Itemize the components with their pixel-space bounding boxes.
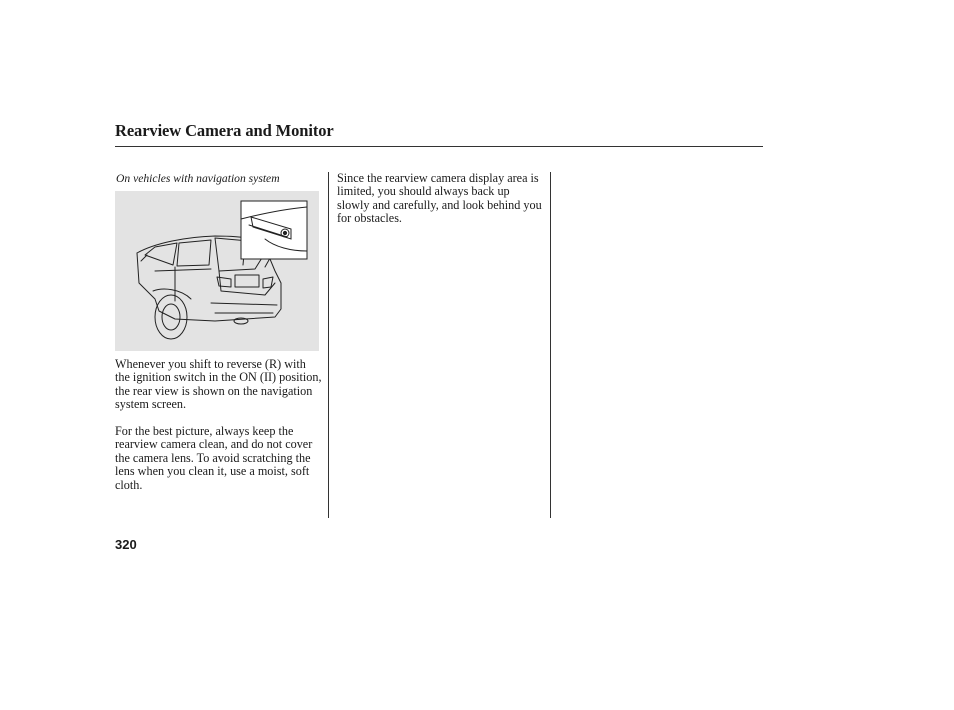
title-rule [115, 146, 763, 147]
paragraph-reverse-view: Whenever you shift to reverse (R) with the ignition switch in the ON (II) position, the rear view is shown on the navigation system screen. [115, 357, 322, 412]
paragraph-camera-care: For the best picture, always keep the rearview camera clean, and do not cover the camera lens. To avoid scratching the lens when you clean it, use a moist, soft cloth. [115, 424, 313, 492]
column-divider-right [550, 172, 551, 518]
figure-caption: On vehicles with navigation system [116, 172, 280, 185]
page-number: 320 [115, 537, 137, 552]
column-divider-left [328, 172, 329, 518]
rearview-camera-illustration [115, 191, 319, 351]
page-title: Rearview Camera and Monitor [115, 121, 334, 140]
paragraph-caution: Since the rearview camera display area is limited, you should always back up slowly and carefully, and look behind you for obstacles. [337, 171, 542, 226]
